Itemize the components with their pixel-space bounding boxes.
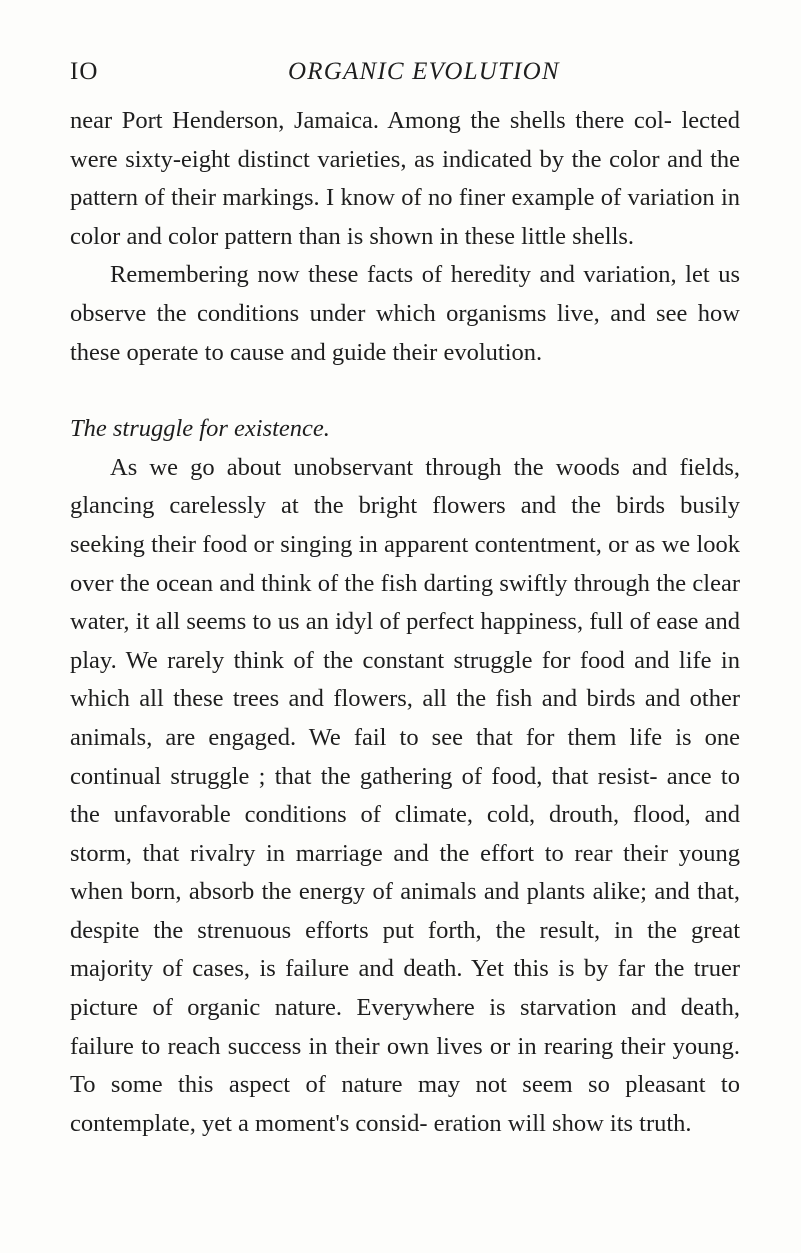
page-number: IO — [70, 58, 99, 85]
paragraph-heredity-variation: Remembering now these facts of heredity and variation, let us observe the conditions under which organisms live, and see how these operate to cause and guide their evolution. — [70, 261, 740, 366]
paragraph-struggle: As we go about unobservant through the woods and fields, glancing carelessly at the bright flowers and the birds busily seeking their food or singing in apparent contentment, or as we look over the ocean and think of the fish darting swiftly through the clear water, it all seems to us an idyl of perfect happiness, full of ease and play. We rarely think of the constant struggle for food and life in which all these trees and flowers, all the fish and birds and other animals, are engaged. We fail to see that for them life is one continual struggle ; that the gathering of food, that resist- ance to the unfavorable conditions of climate, cold, drouth, flood, and storm, that rivalry in marriage and the effort to rear their young when born, absorb the energy of animals and plants alike; and that, despite the strenuous efforts put forth, the result, in the great majority of cases, is failure and death. Yet this is by far the truer picture of organic nature. Everywhere is starvation and death, failure to reach success in their own lives or in rearing their young. To some this aspect of nature may not seem so pleasant to contemplate, yet a moment's consid- eration will show its truth. — [70, 453, 740, 1137]
running-head — [0, 58, 801, 92]
body-text — [70, 102, 740, 1143]
running-title: ORGANIC EVOLUTION — [288, 58, 560, 85]
paragraph-continuation: near Port Henderson, Jamaica. Among the shells there col- lected were sixty-eight distinct varieties, as indicated by the color and the pattern of their markings. I know of no finer example of variation in color and color pattern than is shown in these little shells. — [70, 107, 740, 250]
section-heading: The struggle for existence. — [70, 415, 330, 443]
